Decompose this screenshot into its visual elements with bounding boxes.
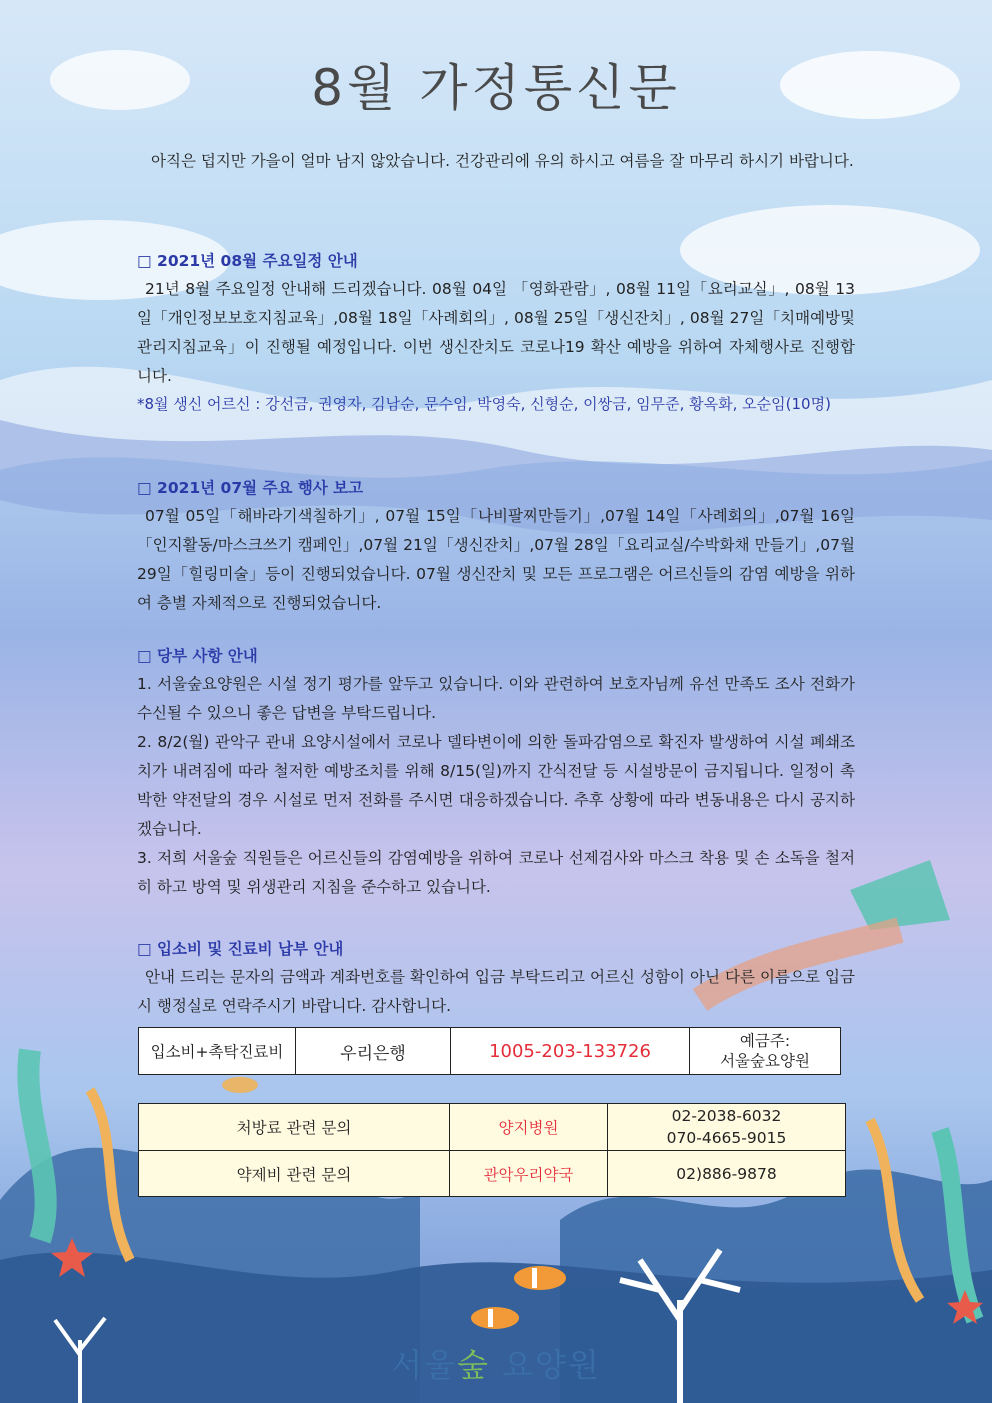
page-title: 8월 가정통신문 — [311, 59, 681, 117]
section-requests — [137, 642, 855, 902]
section-heading: □ 2021년 08월 주요일정 안내 — [137, 252, 358, 270]
contact-label-cell: 처방료 관련 문의 — [139, 1104, 450, 1151]
request-item: 1. 서울숲요양원은 시설 정기 평가를 앞두고 있습니다. 이와 관련하여 보호자님께 유선 만족도 조사 전화가 수신될 수 있으니 좋은 답변을 부탁드립니다. — [137, 675, 855, 722]
contact-phone-cell: 02)886-9878 — [608, 1151, 846, 1197]
section-heading: □ 당부 사항 안내 — [137, 647, 258, 665]
account-holder-cell — [690, 1028, 841, 1075]
phone-number: 070-4665-9015 — [666, 1129, 787, 1147]
table-row — [139, 1104, 846, 1151]
table-row — [139, 1028, 841, 1075]
section-text: 안내 드리는 문자의 금액과 계좌번호를 확인하여 입금 부탁드리고 어르신 성함이 아닌 다른 이름으로 입금 시 행정실로 연락주시기 바랍니다. 감사합니다. — [137, 968, 855, 1015]
section-text: 21년 8월 주요일정 안내해 드리겠습니다. 08월 04일 「영화관람」, 08월 11일「요리교실」, 08월 13일「개인정보보호지침교육」,08월 18일「사례회의」, 08월 25일「생신잔치」, 08월 27일「치매예방및관리지침교육」이 진행될 예정입니다. 이번 생신잔치도 코로나19 확산 예방을 위하여 자체행사로 진행합니다. — [137, 280, 855, 385]
request-item: 2. 8/2(월) 관악구 관내 요양시설에서 코로나 델타변이에 의한 돌파감염으로 확진자 발생하여 시설 폐쇄조치가 내려짐에 따라 철저한 예방조치를 위해 8/15(일)까지 간식전달 등 시설방문이 금지됩니다. 일정이 촉박한 약전달의 경우 시설로 먼저 전화를 주시면 대응하겠습니다. 추후 상황에 따라 변동내용은 다시 공지하겠습니다. — [137, 733, 855, 838]
section-august-schedule — [137, 247, 855, 415]
contact-org-cell: 양지병원 — [450, 1104, 608, 1151]
contact-phone-cell — [608, 1104, 846, 1151]
birthday-note: *8월 생신 어르신 : 강선금, 권영자, 김남순, 문수임, 박영숙, 신형순, 이쌍금, 임무준, 황옥화, 오순임(10명) — [137, 395, 831, 413]
intro-paragraph — [137, 147, 855, 176]
payment-account-table — [138, 1027, 841, 1075]
bank-cell: 우리은행 — [296, 1028, 451, 1075]
section-text: 07월 05일「해바라기색칠하기」, 07월 15일「나비팔찌만들기」,07월 14일「사례회의」,07월 16일「인지활동/마스크쓰기 캠페인」,07월 21일「생신잔치」,07월 28일「요리교실/수박화채 만들기」,07월 29일「힐링미술」등이 진행되었습니다. 07월 생신잔치 및 모든 프로그램은 어르신들의 감염 예방을 위하여 층별 자체적으로 진행되었습니다. — [137, 507, 855, 612]
section-payment — [137, 935, 855, 1021]
footer-text-right: 요양원 — [489, 1346, 601, 1384]
holder-label: 예금주: — [739, 1032, 791, 1050]
section-july-report — [137, 474, 855, 618]
holder-name: 서울숲요양원 — [720, 1052, 810, 1070]
contact-table — [138, 1103, 846, 1197]
contact-label-cell: 약제비 관련 문의 — [139, 1151, 450, 1197]
request-item: 3. 저희 서울숲 직원들은 어르신들의 감염예방을 위하여 코로나 선제검사와 마스크 착용 및 손 소독을 철저히 하고 방역 및 위생관리 지침을 준수하고 있습니다. — [137, 849, 855, 896]
section-heading: □ 2021년 07월 주요 행사 보고 — [137, 479, 364, 497]
contact-org-cell: 관악우리약국 — [450, 1151, 608, 1197]
payment-item-cell: 입소비+촉탁진료비 — [139, 1028, 296, 1075]
section-heading: □ 입소비 및 진료비 납부 안내 — [137, 940, 344, 958]
footer-text-left: 서울 — [391, 1346, 457, 1384]
footer-text-mid: 숲 — [456, 1346, 490, 1384]
table-row — [139, 1151, 846, 1197]
intro-text: 아직은 덥지만 가을이 얼마 남지 않았습니다. 건강관리에 유의 하시고 여름을 잘 마무리 하시기 바랍니다. — [151, 152, 854, 170]
footer-logo-text — [0, 1340, 992, 1386]
account-number-cell: 1005-203-133726 — [451, 1028, 690, 1075]
phone-number: 02-2038-6032 — [671, 1107, 782, 1125]
